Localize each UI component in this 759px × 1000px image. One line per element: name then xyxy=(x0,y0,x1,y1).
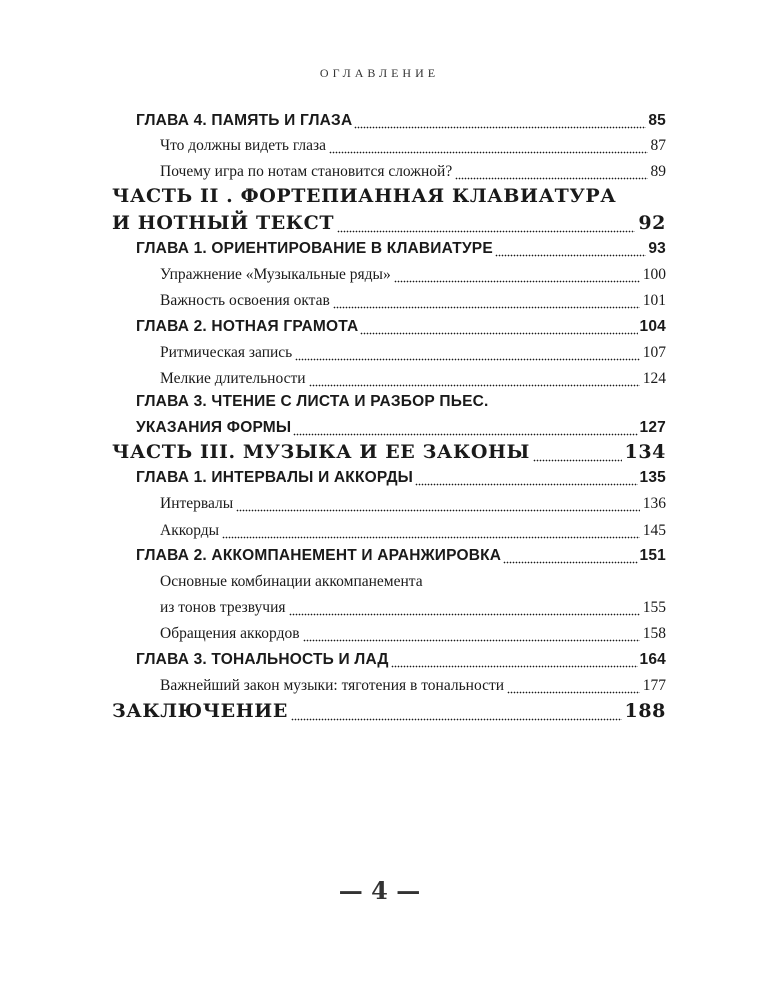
toc-entry-title: ГЛАВА 2. НОТНАЯ ГРАМОТА xyxy=(136,318,359,335)
dot-leader xyxy=(236,491,640,517)
toc-entry-title: ЧАСТЬ III. МУЗЫКА И ЕЕ ЗАКОНЫ xyxy=(112,441,530,463)
toc-entry-page: 177 xyxy=(642,677,666,694)
toc-entry-part[interactable] xyxy=(112,209,666,237)
toc-entry-chapter[interactable] xyxy=(136,543,666,569)
toc-entry-page: 145 xyxy=(642,522,666,539)
toc-entry-title: ГЛАВА 4. ПАМЯТЬ И ГЛАЗА xyxy=(136,112,353,129)
dot-leader xyxy=(337,209,635,237)
toc-entry-page: 134 xyxy=(624,441,666,463)
page-number: — 4 — xyxy=(338,876,421,905)
dot-leader xyxy=(507,673,640,699)
toc-entry-page: 87 xyxy=(650,137,666,154)
dot-leader xyxy=(289,595,640,621)
dot-leader xyxy=(354,108,646,134)
dot-leader xyxy=(291,697,622,725)
dot-leader xyxy=(415,465,637,491)
dot-leader xyxy=(394,262,640,288)
toc-entry-page: 155 xyxy=(642,599,666,616)
toc-entry-title: Упражнение «Музыкальные ряды» xyxy=(160,266,391,283)
dot-leader xyxy=(222,518,640,544)
toc-entry-title: УКАЗАНИЯ ФОРМЫ xyxy=(136,419,292,436)
toc-entry-part[interactable] xyxy=(112,438,666,466)
toc-entry-section[interactable] xyxy=(160,288,666,314)
toc-entry-title: И НОТНЫЙ ТЕКСТ xyxy=(112,212,335,234)
dot-leader xyxy=(503,543,637,569)
toc-entry-title: из тонов трезвучия xyxy=(160,599,286,616)
toc-entry-page: 158 xyxy=(642,625,666,642)
toc-entry-title: Обращения аккордов xyxy=(160,625,300,642)
toc-entry-page: 188 xyxy=(624,700,666,722)
toc-entry-page: 89 xyxy=(650,163,666,180)
toc-entry-title: Мелкие длительности xyxy=(160,370,306,387)
toc-entry-page: 124 xyxy=(642,370,666,387)
toc-entry-page: 101 xyxy=(642,292,666,309)
toc-entry-page: 136 xyxy=(642,495,666,512)
toc-entry-title: Что должны видеть глаза xyxy=(160,137,327,154)
toc-entry-section[interactable] xyxy=(160,262,666,288)
dot-leader xyxy=(455,159,647,185)
toc-entry-chapter[interactable] xyxy=(136,465,666,491)
toc-entry-title: ГЛАВА 1. ИНТЕРВАЛЫ И АККОРДЫ xyxy=(136,469,414,486)
toc-entry-section[interactable] xyxy=(160,491,666,517)
toc-entry-title: Интервалы xyxy=(160,495,234,512)
toc-entry-conclusion[interactable] xyxy=(112,697,666,725)
toc-entry-page: 92 xyxy=(638,212,666,234)
running-head: ОГЛАВЛЕНИЕ xyxy=(319,66,440,80)
toc-entry-title: Аккорды xyxy=(160,522,220,539)
toc-entry-section[interactable] xyxy=(160,133,666,159)
toc-entry-chapter[interactable] xyxy=(136,108,666,134)
toc-entry-section[interactable] xyxy=(160,621,666,647)
toc-entry-chapter-title-line1[interactable]: ГЛАВА 3. ЧТЕНИЕ С ЛИСТА И РАЗБОР ПЬЕС. xyxy=(136,393,489,410)
toc-entry-title: ГЛАВА 2. АККОМПАНЕМЕНТ И АРАНЖИРОВКА xyxy=(136,547,502,564)
dot-leader xyxy=(495,236,646,262)
dot-leader xyxy=(303,621,640,647)
toc-entry-page: 100 xyxy=(642,266,666,283)
toc-entry-section-title-line1[interactable]: Основные комбинации аккомпанемента xyxy=(160,573,423,590)
toc-entry-title: ГЛАВА 3. ТОНАЛЬНОСТЬ И ЛАД xyxy=(136,651,389,668)
toc-entry-title: Почему игра по нотам становится сложной? xyxy=(160,163,453,180)
toc-entry-page: 104 xyxy=(639,318,666,335)
dot-leader xyxy=(329,133,647,159)
toc-entry-page: 93 xyxy=(648,240,666,257)
dot-leader xyxy=(295,340,640,366)
toc-entry-chapter[interactable] xyxy=(136,647,666,673)
dot-leader xyxy=(391,647,638,673)
toc-entry-page: 127 xyxy=(639,419,666,436)
toc-entry-part-title-line1[interactable]: ЧАСТЬ II . ФОРТЕПИАННАЯ КЛАВИАТУРА xyxy=(112,185,617,207)
toc-entry-chapter[interactable] xyxy=(136,236,666,262)
toc-entry-section[interactable] xyxy=(160,340,666,366)
toc-entry-title: Ритмическая запись xyxy=(160,344,293,361)
toc-entry-title: ЗАКЛЮЧЕНИЕ xyxy=(112,700,288,722)
toc-entry-section[interactable] xyxy=(160,159,666,185)
toc-entry-title: ГЛАВА 1. ОРИЕНТИРОВАНИЕ В КЛАВИАТУРЕ xyxy=(136,240,493,257)
dot-leader xyxy=(360,314,637,340)
toc-entry-chapter[interactable] xyxy=(136,314,666,340)
toc-entry-title: Важнейший закон музыки: тяготения в тональности xyxy=(160,677,505,694)
toc-entry-section[interactable] xyxy=(160,595,666,621)
toc-entry-page: 135 xyxy=(639,469,666,486)
toc-entry-section[interactable] xyxy=(160,518,666,544)
toc-entry-section[interactable] xyxy=(160,673,666,699)
dot-leader xyxy=(333,288,640,314)
toc-entry-page: 151 xyxy=(639,547,666,564)
dot-leader xyxy=(533,438,622,466)
toc-entry-title: Важность освоения октав xyxy=(160,292,330,309)
toc-entry-page: 164 xyxy=(639,651,666,668)
toc-entry-page: 85 xyxy=(648,112,666,129)
toc-entry-page: 107 xyxy=(642,344,666,361)
